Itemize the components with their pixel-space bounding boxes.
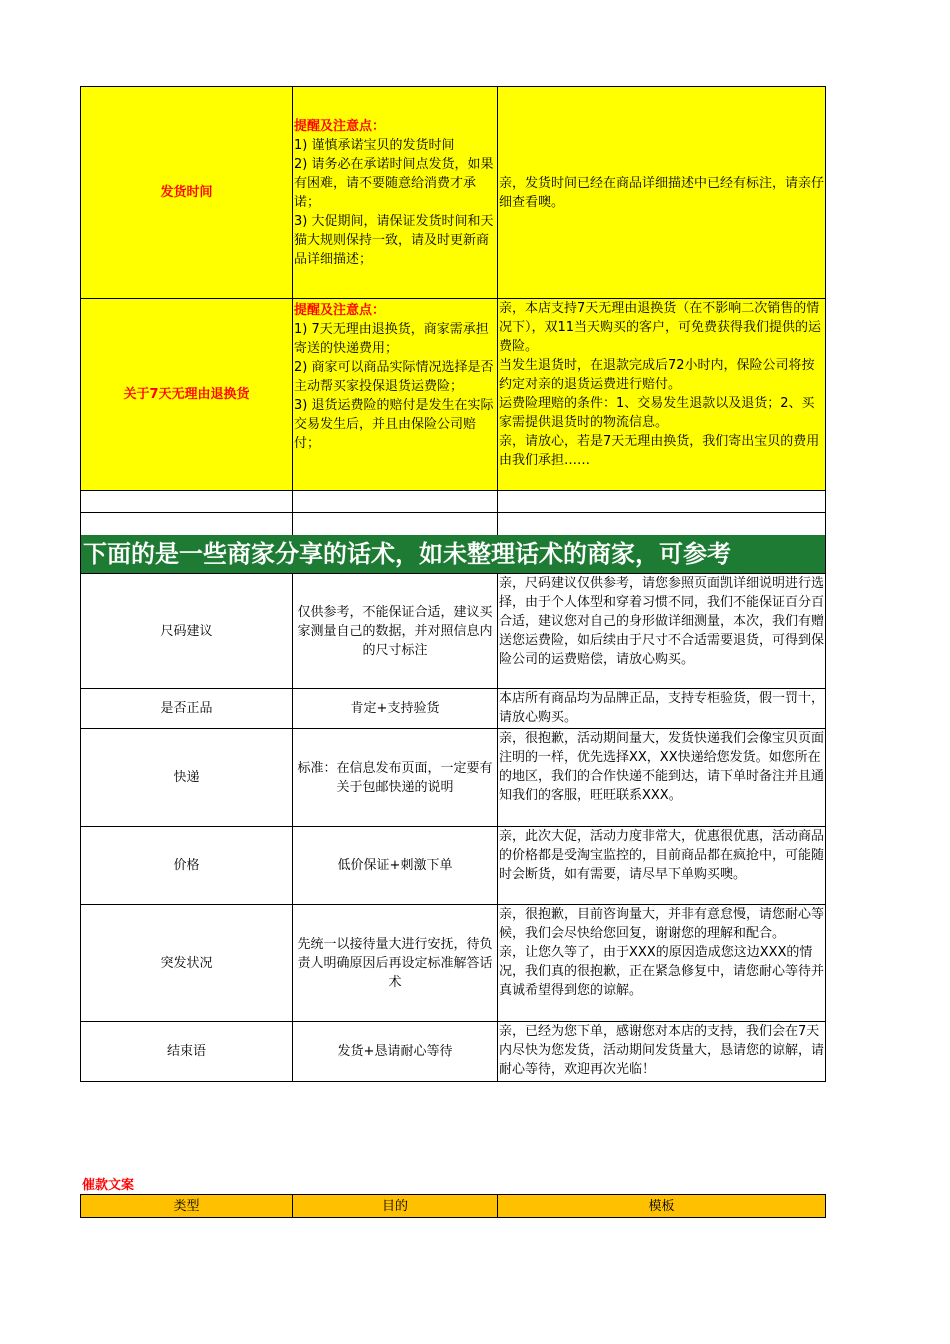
template-text: 本店所有商品均为品牌正品，支持专柜验货，假一罚十，请放心购买。	[499, 691, 825, 725]
purpose-text: 标准：在信息发布页面，一定要有关于包邮快递的说明	[297, 760, 493, 795]
header-label: 模板	[648, 1198, 675, 1214]
section-banner: 下面的是一些商家分享的话术，如未整理话术的商家，可参考	[80, 535, 826, 573]
template-text: 亲，已经为您下单，感谢您对本店的支持，我们会在7天内尽快为您发货，活动期间发货量大，恳请您的谅解，请耐心等待，欢迎再次光临！	[499, 1024, 825, 1077]
empty-cell[interactable]	[497, 512, 826, 535]
category-cell[interactable]	[80, 904, 292, 1021]
category-cell[interactable]	[80, 688, 292, 728]
header-label: 类型	[173, 1198, 200, 1214]
table-row	[80, 298, 826, 490]
template-cell[interactable]	[497, 298, 826, 490]
template-cell[interactable]	[497, 86, 826, 298]
notes-title: 提醒及注意点：	[294, 303, 386, 318]
empty-cell[interactable]	[292, 512, 497, 535]
template-text: 亲，很抱歉，活动期间量大，发货快递我们会像宝贝页面注明的一样，优先选择XX，XX快递给您发货。如您所在的地区，我们的合作快递不能到达，请下单时备注并且通知我们的客服，旺旺联系XXX。	[499, 731, 825, 803]
template-cell[interactable]	[497, 728, 826, 826]
table-row	[80, 904, 826, 1021]
empty-cell[interactable]	[292, 490, 497, 512]
category-cell[interactable]	[80, 298, 292, 490]
category-label: 结束语	[166, 1044, 206, 1059]
category-label: 尺码建议	[160, 623, 213, 639]
category-cell[interactable]	[80, 728, 292, 826]
purpose-cell[interactable]	[292, 904, 497, 1021]
note-line: 2) 请务必在承诺时间点发货，如果有困难，请不要随意给消费才承诺；	[294, 156, 494, 210]
table-row	[80, 86, 826, 298]
category-label: 快递	[173, 770, 200, 785]
notes-cell[interactable]	[292, 298, 497, 490]
purpose-cell[interactable]	[292, 573, 497, 688]
empty-cell[interactable]	[80, 512, 292, 535]
template-text: 当发生退货时，在退款完成后72小时内，保险公司将按约定对亲的退货运费进行赔付。	[499, 358, 815, 392]
category-label: 价格	[173, 858, 200, 873]
header-type[interactable]	[80, 1194, 292, 1218]
category-label: 发货时间	[160, 185, 213, 200]
purpose-text: 肯定+支持验货	[350, 701, 440, 716]
purpose-text: 低价保证+刺激下单	[337, 858, 453, 873]
template-text: 运费险理赔的条件：1、交易发生退款以及退货；2、买家需提供退货时的物流信息。	[499, 396, 815, 430]
header-template[interactable]	[497, 1194, 826, 1218]
table-bottom-border	[80, 1081, 826, 1082]
category-label: 关于7天无理由退换货	[123, 387, 250, 402]
header-purpose[interactable]	[292, 1194, 497, 1218]
template-text: 亲，本店支持7天无理由退换货（在不影响二次销售的情况下），双11当天购买的客户，可免费获得我们提供的运费险。	[499, 301, 822, 354]
template-text: 亲，请放心，若是7天无理由换货，我们寄出宝贝的费用由我们承担……	[499, 434, 820, 468]
purpose-cell[interactable]	[292, 688, 497, 728]
purpose-cell[interactable]	[292, 826, 497, 904]
note-line: 2) 商家可以商品实际情况选择是否主动帮买家投保退货运费险；	[294, 360, 494, 394]
collection-header-row	[80, 1194, 826, 1218]
category-label: 突发状况	[160, 955, 213, 971]
empty-row	[80, 490, 826, 512]
notes-cell[interactable]	[292, 86, 497, 298]
empty-cell[interactable]	[80, 490, 292, 512]
category-cell[interactable]	[80, 86, 292, 298]
empty-cell[interactable]	[497, 490, 826, 512]
purpose-cell[interactable]	[292, 728, 497, 826]
purpose-text: 先统一以接待量大进行安抚，待负责人明确原因后再设定标准解答话术	[297, 936, 493, 990]
table-row	[80, 826, 826, 904]
purpose-text: 仅供参考，不能保证合适，建议买家测量自己的数据，并对照信息内的尺寸标注	[297, 604, 493, 658]
category-label: 是否正品	[160, 701, 213, 716]
template-cell[interactable]	[497, 826, 826, 904]
note-line: 3) 大促期间，请保证发货时间和天猫大规则保持一致，请及时更新商品详细描述；	[294, 213, 494, 267]
template-text: 亲，此次大促，活动力度非常大，优惠很优惠，活动商品的价格都是受淘宝监控的，目前商品都在疯抢中，可能随时会断货，如有需要，请尽早下单购买噢。	[499, 829, 825, 882]
table-row	[80, 1021, 826, 1081]
template-cell[interactable]	[497, 904, 826, 1021]
table-row	[80, 728, 826, 826]
category-cell[interactable]	[80, 1021, 292, 1081]
template-cell[interactable]	[497, 688, 826, 728]
category-cell[interactable]	[80, 826, 292, 904]
note-line: 1) 谨慎承诺宝贝的发货时间	[294, 137, 455, 153]
template-cell[interactable]	[497, 1021, 826, 1081]
table-row	[80, 688, 826, 728]
category-cell[interactable]	[80, 573, 292, 688]
template-text: 亲，发货时间已经在商品详细描述中已经有标注，请亲仔细查看噢。	[499, 175, 825, 210]
template-text: 亲，尺码建议仅供参考，请您参照页面凯详细说明进行选择，由于个人体型和穿着习惯不同，我们不能保证百分百合适，建议您对自己的身形做详细测量，本次，我们有赠送您运费险，如后续由于尺寸不合适需要退货，可得到保险公司的运费赔偿，请放心购买。	[499, 576, 825, 667]
template-cell[interactable]	[497, 573, 826, 688]
note-line: 3) 退货运费险的赔付是发生在实际交易发生后，并且由保险公司赔付；	[294, 398, 494, 451]
collection-section-title: 催款文案	[82, 1178, 135, 1193]
template-text: 亲，很抱歉，目前咨询量大，并非有意怠慢，请您耐心等候，我们会尽快给您回复，谢谢您的理解和配合。 亲，让您久等了，由于XXX的原因造成您这边XXX的情况，我们真的很抱歉，正在紧急修复中，请您耐心等待并真诚希望得到您的谅解。	[499, 907, 825, 998]
table-row	[80, 573, 826, 688]
purpose-text: 发货+恳请耐心等待	[337, 1044, 453, 1059]
purpose-cell[interactable]	[292, 1021, 497, 1081]
empty-row	[80, 512, 826, 535]
header-label: 目的	[381, 1198, 408, 1214]
notes-title: 提醒及注意点：	[294, 118, 386, 134]
note-line: 1) 7天无理由退换货，商家需承担寄送的快递费用；	[294, 322, 489, 356]
